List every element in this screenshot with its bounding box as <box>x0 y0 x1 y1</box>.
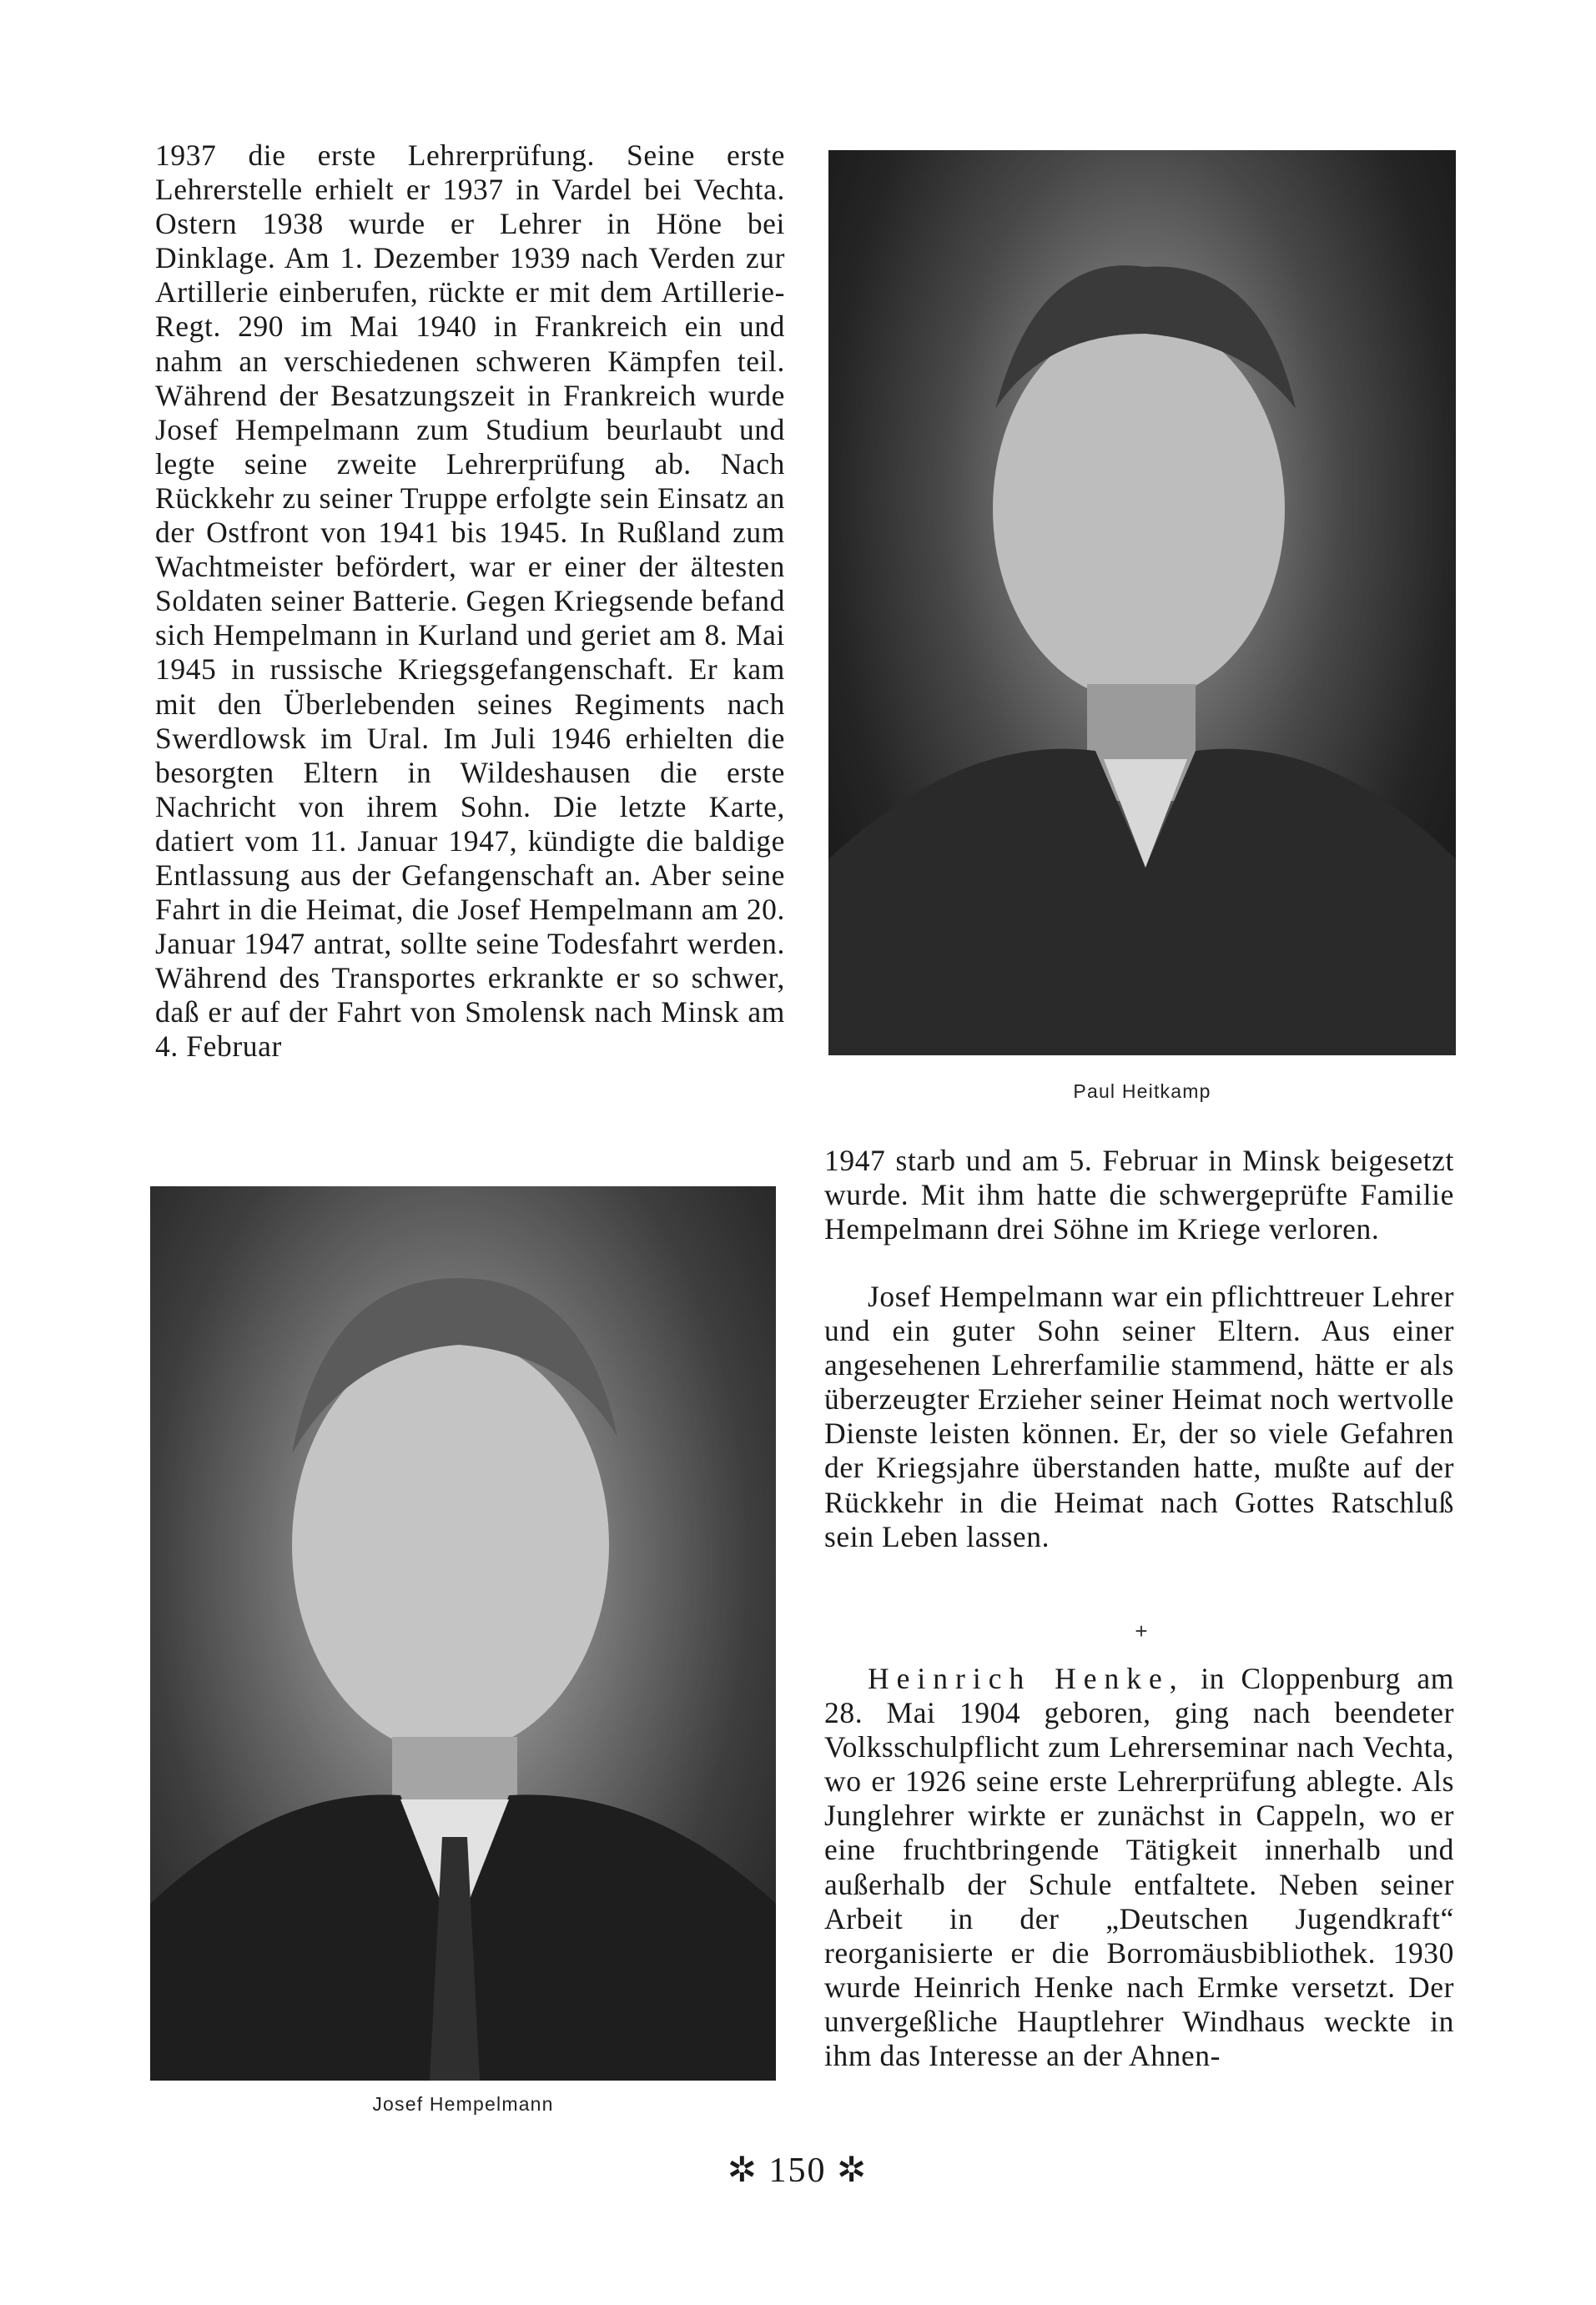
left-column-text <box>155 138 785 1064</box>
portrait-photo-hempelmann <box>150 1186 776 2081</box>
section-separator-cross: + <box>1135 1618 1148 1643</box>
paragraph-burial: 1947 starb und am 5. Februar in Minsk beigesetzt wurde. Mit ihm hatte die schwergeprüfte Familie Hempelmann drei Söhne im Kriege verloren. <box>824 1144 1454 1246</box>
photo-caption-heitkamp: Paul Heitkamp <box>1073 1080 1211 1102</box>
right-column-paragraph-2 <box>824 1280 1454 1554</box>
paragraph-henke-biography <box>824 1662 1454 2073</box>
right-column-paragraph-1 <box>824 1144 1454 1246</box>
paragraph-henke-text: in Cloppenburg am 28. Mai 1904 geboren, ging nach beendeter Volksschulpflicht zum Lehrerseminar nach Vechta, wo er 1926 seine erste Lehrerprüfung ablegte. Als Junglehrer wirkte er zunächst in Cappeln, wo er eine fruchtbringende Tätigkeit innerhalb und außerhalb der Schule entfaltete. Neben seiner Arbeit in der „Deutschen Jugendkraft“ reorganisierte er die Borromäusbibliothek. 1930 wurde Heinrich Henke nach Ermke versetzt. Der unvergeßliche Hauptlehrer Windhaus weckte in ihm das Interesse an der Ahnen- <box>824 1662 1454 2073</box>
page-number: ✲ 150 ✲ <box>727 2152 868 2190</box>
photo-caption-hempelmann: Josef Hempelmann <box>372 2093 554 2115</box>
paragraph-tribute: Josef Hempelmann war ein pflichttreuer Lehrer und ein guter Sohn seiner Eltern. Aus einer angesehenen Lehrerfamilie stammend, hätte er als überzeugter Erzieher seiner Heimat noch wertvolle Dienste leisten können. Er, der so viele Gefahren der Kriegsjahre überstanden hatte, mußte auf der Rückkehr in die Heimat nach Gottes Ratschluß sein Leben lassen. <box>824 1280 1454 1553</box>
paragraph-hempelmann-biography: 1937 die erste Lehrerprüfung. Seine erste Lehrerstelle erhielt er 1937 in Vardel bei Vechta. Ostern 1938 wurde er Lehrer in Höne bei Dinklage. Am 1. Dezember 1939 nach Verden zur Artillerie einberufen, rückte er mit dem Artillerie-Regt. 290 im Mai 1940 in Frankreich ein und nahm an verschiedenen schweren Kämpfen teil. Während der Besatzungszeit in Frankreich wurde Josef Hempelmann zum Studium beurlaubt und legte seine zweite Lehrerprüfung ab. Nach Rückkehr zu seiner Truppe erfolgte sein Einsatz an der Ostfront von 1941 bis 1945. In Rußland zum Wachtmeister befördert, war er einer der ältesten Soldaten seiner Batterie. Gegen Kriegsende befand sich Hempelmann in Kurland und geriet am 8. Mai 1945 in russische Kriegsgefangenschaft. Er kam mit den Überlebenden seines Regiments nach Swerdlowsk im Ural. Im Juli 1946 erhielten die besorgten Eltern in Wildeshausen die erste Nachricht von ihrem Sohn. Die letzte Karte, datiert vom 11. Januar 1947, kündigte die baldige Entlassung aus der Gefangenschaft an. Aber seine Fahrt in die Heimat, die Josef Hempelmann am 20. Januar 1947 antrat, sollte seine Todesfahrt werden. Während des Transportes erkrankte er so schwer, daß er auf der Fahrt von Smolensk nach Minsk am 4. Februar <box>155 138 785 1064</box>
person-name-henke: Heinrich Henke, <box>868 1662 1185 1695</box>
right-column-paragraph-3 <box>824 1662 1454 2073</box>
portrait-photo-heitkamp <box>828 150 1456 1055</box>
